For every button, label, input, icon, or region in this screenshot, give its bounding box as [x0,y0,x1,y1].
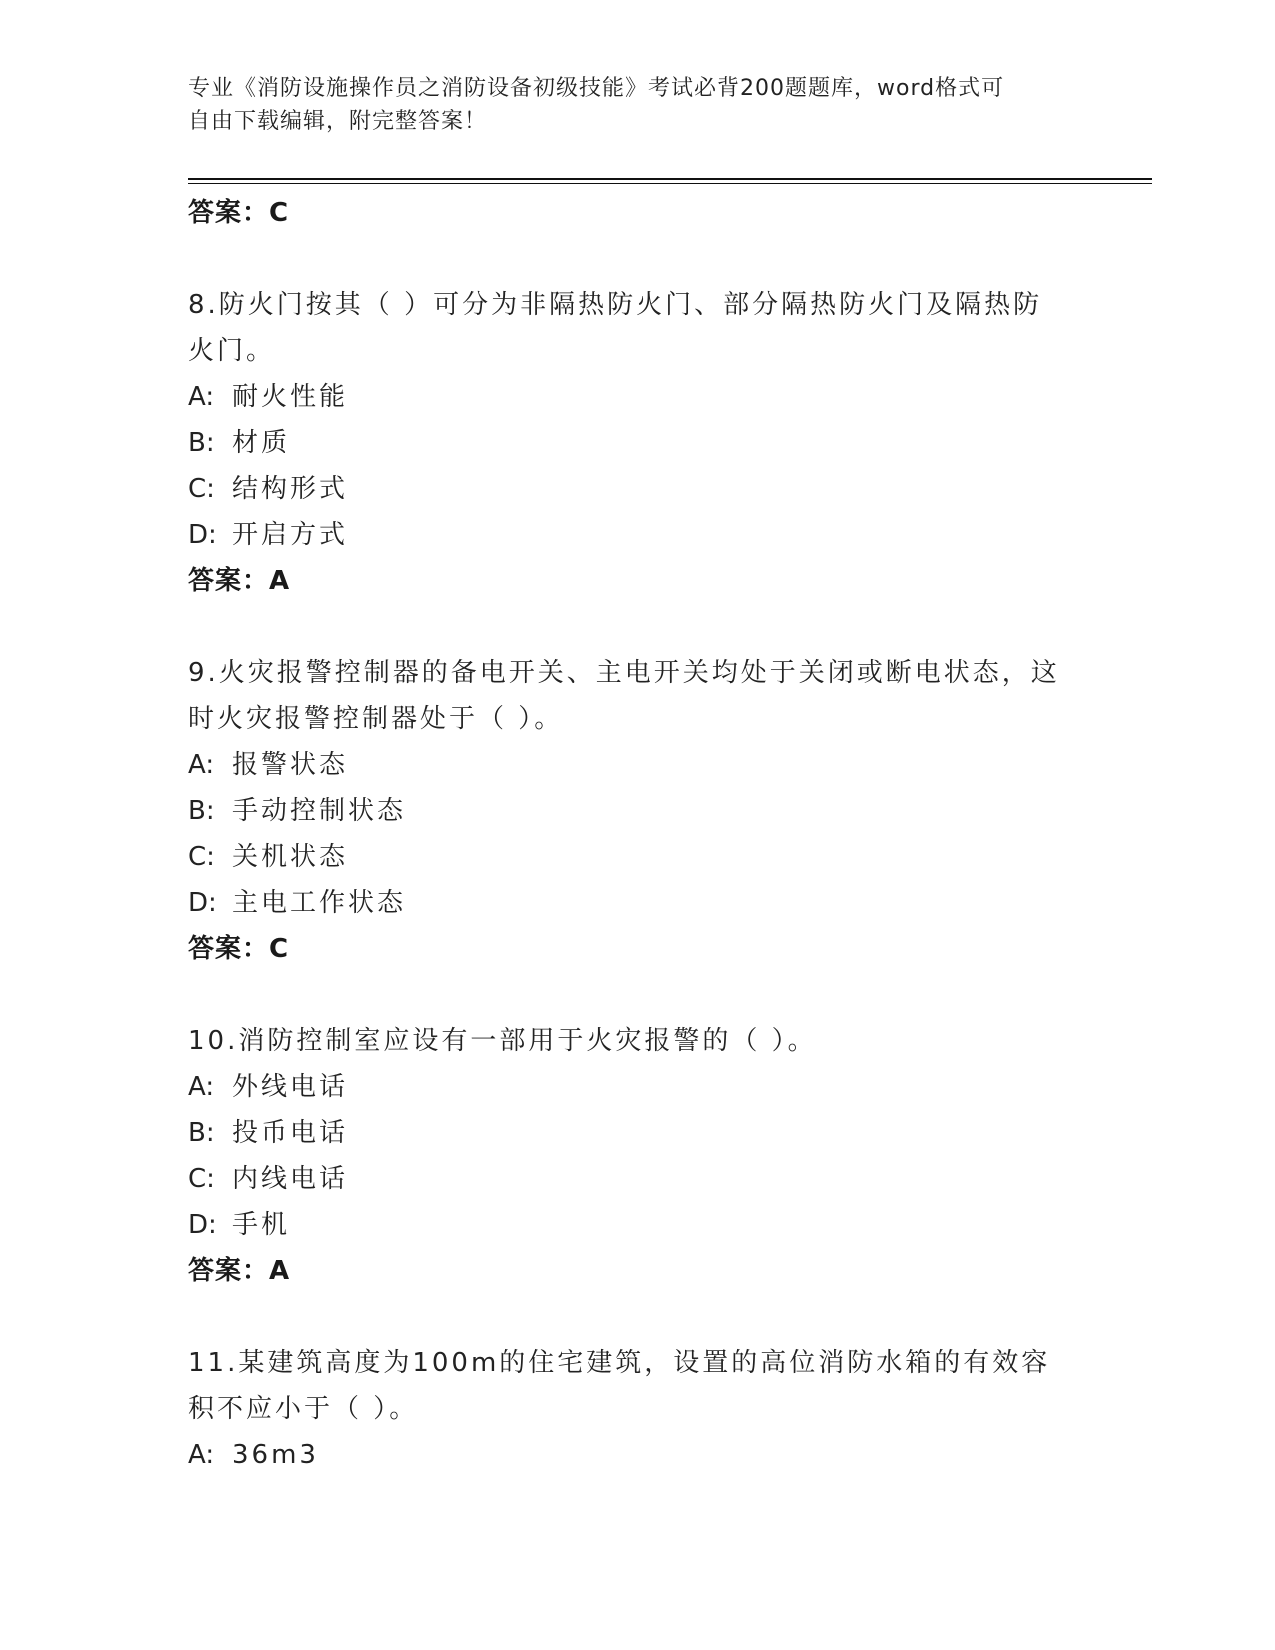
option-letter: D: [188,888,217,918]
option-item [188,1202,1068,1248]
question-text: 8.防火门按其（ ）可分为非隔热防火门、部分隔热防火门及隔热防火门。 [188,290,1043,366]
header-divider [188,178,1152,180]
option-item [188,880,1068,926]
header-line-1: 专业《消防设施操作员之消防设备初级技能》考试必背200题题库，word格式可 [188,76,1005,101]
option-letter: C: [188,842,215,872]
spacer [188,236,1068,282]
option-item [188,1156,1068,1202]
option-letter: B: [188,796,215,826]
document-header [188,72,1068,138]
option-text: 开启方式 [232,520,349,550]
option-text: 投币电话 [232,1118,349,1148]
option-letter: B: [188,428,215,458]
option-item [188,420,1068,466]
spacer [188,972,1068,1018]
option-letter: D: [188,1210,217,1240]
option-text: 主电工作状态 [232,888,407,918]
option-item [188,1110,1068,1156]
option-item [188,1064,1068,1110]
question-text: 11.某建筑高度为100m的住宅建筑，设置的高位消防水箱的有效容积不应小于（ ）。 [188,1348,1051,1424]
option-text: 手机 [232,1210,291,1240]
answer-line: 答案：A [188,566,291,596]
option-item [188,1432,1068,1478]
option-item [188,834,1068,880]
option-text: 关机状态 [232,842,349,872]
option-text: 耐火性能 [232,382,349,412]
option-item [188,466,1068,512]
option-item [188,512,1068,558]
question-text: 10.消防控制室应设有一部用于火灾报警的（ ）。 [188,1026,817,1056]
answer-line: 答案：C [188,934,290,964]
answer-line: 答案：A [188,1256,291,1286]
spacer [188,1294,1068,1340]
question-list [188,190,1068,1478]
header-divider-thin [188,183,1152,184]
option-letter: C: [188,1164,215,1194]
option-text: 内线电话 [232,1164,349,1194]
option-item [188,788,1068,834]
option-letter: C: [188,474,215,504]
spacer [188,604,1068,650]
option-letter: A: [188,382,215,412]
option-letter: D: [188,520,217,550]
option-text: 报警状态 [232,750,349,780]
option-letter: B: [188,1118,215,1148]
answer-line: 答案：C [188,198,290,228]
header-line-2: 自由下载编辑，附完整答案！ [188,109,488,134]
option-item [188,742,1068,788]
option-text: 手动控制状态 [232,796,407,826]
option-letter: A: [188,1072,215,1102]
option-letter: A: [188,750,215,780]
option-text: 外线电话 [232,1072,349,1102]
option-item [188,374,1068,420]
option-text: 结构形式 [232,474,349,504]
question-text: 9.火灾报警控制器的备电开关、主电开关均处于关闭或断电状态，这时火灾报警控制器处于（ ）。 [188,658,1060,734]
option-text: 材质 [232,428,291,458]
option-letter: A: [188,1440,215,1470]
option-text: 36m3 [232,1440,319,1470]
